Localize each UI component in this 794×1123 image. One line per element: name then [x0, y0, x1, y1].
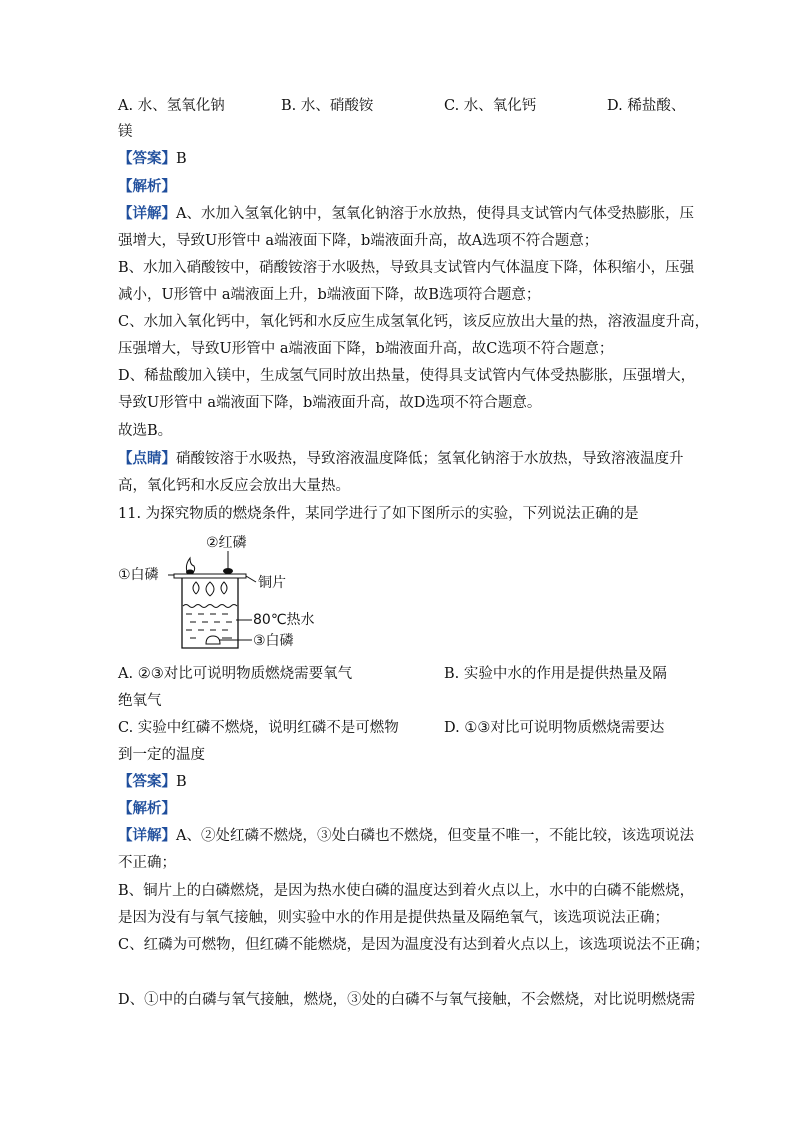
- q10-answer: [118, 149, 187, 169]
- q11-detail-line-1: [118, 826, 694, 846]
- q11-option-c: C. 实验中红磷不燃烧，说明红磷不是可燃物: [118, 720, 399, 736]
- q11-option-d: D. ①③对比可说明物质燃烧需要达: [444, 720, 665, 736]
- q10-conclusion: 故选B。: [118, 423, 173, 439]
- q10-option-d: D. 稀盐酸、: [607, 98, 686, 114]
- label-copper-sheet: 铜片: [258, 575, 286, 591]
- q10-detail-line-3: B、水加入硝酸铵中，硝酸铵溶于水吸热，导致具支试管内气体温度下降，体积缩小，压强: [118, 260, 695, 276]
- q11-detail-line-3: B、铜片上的白磷燃烧，是因为热水使白磷的温度达到着火点以上，水中的白磷不能燃烧，: [118, 883, 695, 899]
- q10-detail-line-7: D、稀盐酸加入镁中，生成氢气同时放出热量，使得具支试管内气体受热膨胀，压强增大，: [118, 368, 696, 384]
- label-hot-water: 80℃热水: [253, 612, 315, 628]
- copper-sheet: [174, 574, 246, 578]
- q11-option-a: A. ②③对比可说明物质燃烧需要氧气: [118, 666, 353, 682]
- label-red-phosphorus: ②红磷: [206, 535, 247, 551]
- q11-detail-line-6: D、①中的白磷与氧气接触，燃烧，③处的白磷不与氧气接触，不会燃烧，对比说明燃烧需: [118, 992, 696, 1008]
- detail-text: A、水加入氢氧化钠中，氢氧化钠溶于水放热，使得具支试管内气体受热膨胀，压: [176, 206, 694, 222]
- comment-text: 硝酸铵溶于水吸热，导致溶液温度降低；氢氧化钠溶于水放热，导致溶液温度升: [176, 451, 684, 467]
- water-surface: [183, 605, 237, 608]
- q10-option-a: A. 水、氢氧化钠: [118, 98, 225, 114]
- label-white-phosphorus-1: ①白磷: [118, 567, 159, 583]
- q10-comment-line-1: [118, 449, 684, 469]
- q10-option-b: B. 水、硝酸铵: [281, 98, 374, 114]
- red-phosphorus: [223, 568, 233, 574]
- q10-detail-line-4: 减小，U形管中 a端液面上升，b端液面下降，故B选项符合题意；: [118, 287, 541, 303]
- q11-option-b: B. 实验中水的作用是提供热量及隔: [444, 666, 667, 682]
- q11-option-b-cont: 绝氧气: [118, 693, 162, 709]
- answer-tag: 【答案】: [118, 150, 176, 167]
- steam-icon: [221, 582, 227, 594]
- hot-water: [186, 614, 232, 638]
- q10-analysis-tag: 【解析】: [118, 178, 176, 195]
- answer-tag: 【答案】: [118, 773, 176, 790]
- q10-detail-line-5: C、水加入氧化钙中，氧化钙和水反应生成氢氧化钙，该反应放出大量的热，溶液温度升高，: [118, 314, 710, 330]
- q10-option-c: C. 水、氧化钙: [444, 98, 537, 114]
- combustion-experiment-figure: [118, 532, 315, 654]
- leader-copper: [246, 576, 256, 582]
- detail-tag: 【详解】: [118, 827, 176, 844]
- q10-detail-line-2: 强增大，导致U形管中 a端液面下降，b端液面升高，故A选项不符合题意；: [118, 233, 599, 249]
- q10-option-d-cont: 镁: [118, 124, 133, 140]
- answer-value: B: [176, 774, 187, 790]
- q11-stem: 11. 为探究物质的燃烧条件，某同学进行了如下图所示的实验，下列说法正确的是: [118, 506, 639, 522]
- detail-tag: 【详解】: [118, 205, 176, 222]
- detail-text: A、②处红磷不燃烧，③处白磷也不燃烧，但变量不唯一，不能比较，该选项说法: [176, 828, 694, 844]
- q11-analysis-tag: 【解析】: [118, 800, 176, 817]
- q11-detail-line-4: 是因为没有与氧气接触，则实验中水的作用是提供热量及隔绝氧气，该选项说法正确；: [118, 910, 669, 926]
- q11-answer: [118, 772, 187, 792]
- steam-icon: [193, 582, 199, 594]
- label-white-phosphorus-3: ③白磷: [253, 633, 294, 649]
- q10-detail-line-8: 导致U形管中 a端液面下降，b端液面升高，故D选项不符合题意。: [118, 395, 542, 411]
- q11-option-d-cont: 到一定的温度: [118, 747, 205, 763]
- q10-comment-line-2: 高，氧化钙和水反应会放出大量热。: [118, 478, 350, 494]
- white-phosphorus-in-water: [206, 636, 220, 644]
- comment-tag: 【点睛】: [118, 450, 176, 467]
- q11-detail-line-5: C、红磷为可燃物，但红磷不能燃烧，是因为温度没有达到着火点以上，该选项说法不正确；: [118, 937, 710, 953]
- q10-detail-line-6: 压强增大，导致U形管中 a端液面下降，b端液面升高，故C选项不符合题意；: [118, 341, 614, 357]
- q11-detail-line-2: 不正确；: [118, 855, 176, 871]
- q10-detail-line-1: [118, 204, 694, 224]
- answer-value: B: [176, 151, 187, 167]
- steam-icon: [206, 582, 214, 596]
- white-phosphorus-on-copper: [186, 570, 194, 575]
